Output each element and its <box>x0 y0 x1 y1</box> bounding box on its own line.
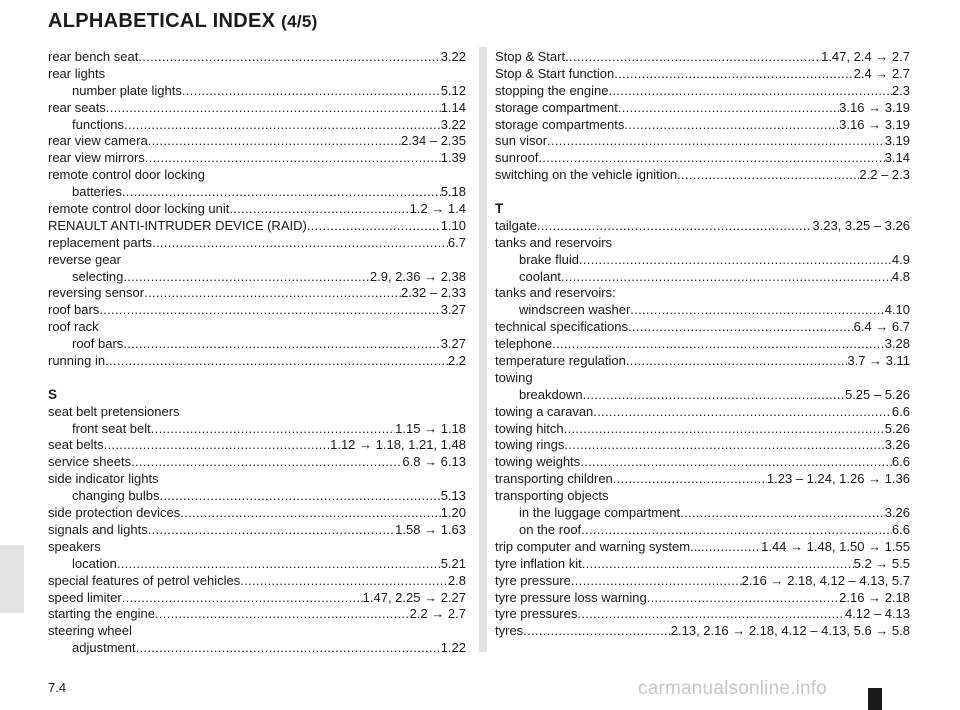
entry-term: on the roof <box>519 521 582 537</box>
dot-leader <box>680 505 885 522</box>
index-entry <box>495 573 910 590</box>
entry-term: towing rings <box>495 437 565 453</box>
column-divider <box>479 47 487 652</box>
dot-leader <box>124 117 441 134</box>
dot-leader <box>626 353 848 370</box>
index-entry <box>495 167 910 184</box>
entry-term: side indicator lights <box>48 471 159 487</box>
entry-term: tyre inflation kit <box>495 555 582 571</box>
corner-mark <box>868 688 882 710</box>
entry-page-ref: 4.10 <box>884 302 910 318</box>
entry-term: towing weights <box>495 454 581 470</box>
index-subentry <box>48 117 466 134</box>
entry-term: RENAULT ANTI-INTRUDER DEVICE (RAID) <box>48 217 307 233</box>
entry-term: reverse gear <box>48 251 121 267</box>
index-entry <box>495 606 910 623</box>
index-entry <box>48 100 466 117</box>
entry-page-ref: 5.12 <box>440 82 466 98</box>
index-entry <box>495 370 910 387</box>
index-entry <box>48 167 466 184</box>
chapter-tab <box>0 545 24 613</box>
index-entry <box>48 252 466 269</box>
index-subentry <box>495 302 910 319</box>
dot-leader <box>145 150 441 167</box>
entry-page-ref: 3.23, 3.25 – 3.26 <box>812 217 910 233</box>
dot-leader <box>565 49 821 66</box>
entry-page-ref: 2.2 → 2.7 <box>409 606 466 622</box>
index-entry <box>495 235 910 252</box>
entry-page-ref: 5.2 → 5.5 <box>853 555 910 571</box>
dot-leader <box>577 606 845 623</box>
dot-leader <box>581 522 892 539</box>
dot-leader <box>151 421 395 438</box>
entry-term: transporting children <box>495 471 613 487</box>
entry-page-ref: 1.14 <box>440 99 466 115</box>
entry-page-ref: 3.16 → 3.19 <box>839 116 910 132</box>
index-entry <box>495 218 910 235</box>
entry-term: speakers <box>48 538 101 554</box>
index-subentry <box>48 269 466 286</box>
dot-leader <box>240 573 448 590</box>
index-entry <box>495 471 910 488</box>
entry-page-ref: 1.2 → 1.4 <box>409 201 466 217</box>
dot-leader <box>580 454 892 471</box>
dot-leader <box>583 387 845 404</box>
entry-term: rear bench seat <box>48 49 139 64</box>
entry-term: front seat belt <box>72 420 151 436</box>
entry-term: Stop & Start <box>495 49 566 64</box>
index-entry <box>48 201 466 218</box>
dot-leader <box>614 66 853 83</box>
entry-term: switching on the vehicle ignition <box>495 167 678 183</box>
entry-term: special features of petrol vehicles <box>48 572 241 588</box>
index-entry <box>48 471 466 488</box>
dot-leader <box>106 100 441 117</box>
index-entry <box>495 66 910 83</box>
index-entry <box>48 218 466 235</box>
entry-page-ref: 3.27 <box>440 336 466 352</box>
entry-page-ref: 2.2 – 2.3 <box>859 167 910 183</box>
entry-term: remote control door locking <box>48 167 205 183</box>
entry-page-ref: 1.47, 2.25 → 2.27 <box>362 589 466 605</box>
entry-term: sun visor <box>495 133 548 149</box>
entry-term: stopping the engine <box>495 82 609 98</box>
index-entry <box>48 606 466 623</box>
entry-page-ref: 2.13, 2.16 → 2.18, 4.12 – 4.13, 5.6 → 5.8 <box>670 623 910 639</box>
entry-term: breakdown <box>519 386 583 402</box>
index-subentry <box>48 488 466 505</box>
entry-page-ref: 3.28 <box>884 336 910 352</box>
entry-page-ref: 6.4 → 6.7 <box>853 319 910 335</box>
entry-term: adjustment <box>72 640 136 656</box>
entry-term: signals and lights <box>48 521 148 537</box>
dot-leader <box>579 252 892 269</box>
dot-leader <box>523 623 671 640</box>
dot-leader <box>152 235 448 252</box>
entry-page-ref: 3.26 <box>884 505 910 521</box>
index-entry <box>495 133 910 150</box>
dot-leader <box>677 167 859 184</box>
index-entry <box>48 285 466 302</box>
entry-page-ref: 5.13 <box>440 488 466 504</box>
entry-page-ref: 2.4 → 2.7 <box>853 65 910 81</box>
entry-term: tailgate <box>495 217 537 233</box>
entry-page-ref: 5.25 – 5.26 <box>844 386 910 402</box>
index-subentry <box>48 556 466 573</box>
entry-term: in the luggage compartment <box>519 505 681 521</box>
entry-page-ref: 2.16 → 2.18, 4.12 – 4.13, 5.7 <box>741 572 910 588</box>
entry-page-ref: 2.16 → 2.18 <box>839 589 910 605</box>
dot-leader <box>144 285 401 302</box>
entry-term: functions <box>72 116 125 132</box>
entry-term: changing bulbs <box>72 488 160 504</box>
dot-leader <box>105 353 448 370</box>
index-subentry <box>495 269 910 286</box>
index-entry <box>48 133 466 150</box>
index-subentry <box>48 421 466 438</box>
entry-page-ref: 6.6 <box>891 403 910 419</box>
index-entry <box>495 404 910 421</box>
entry-page-ref: 3.7 → 3.11 <box>847 353 910 369</box>
dot-leader <box>571 573 742 590</box>
index-subentry <box>495 387 910 404</box>
dot-leader <box>122 184 441 201</box>
entry-page-ref: 5.18 <box>440 184 466 200</box>
entry-term: towing a caravan <box>495 403 594 419</box>
entry-term: location <box>72 555 117 571</box>
entry-term: rear lights <box>48 65 106 81</box>
index-entry <box>48 573 466 590</box>
dot-leader <box>538 150 884 167</box>
index-entry <box>48 590 466 607</box>
entry-term: T <box>495 201 504 217</box>
dot-leader <box>593 404 892 421</box>
index-entry <box>495 117 910 134</box>
entry-page-ref: 3.22 <box>440 49 466 64</box>
entry-term: running in <box>48 353 106 369</box>
entry-term: seat belt pretensioners <box>48 403 180 419</box>
entry-page-ref: 3.27 <box>440 302 466 318</box>
index-entry <box>495 590 910 607</box>
entry-term: tanks and reservoirs <box>495 234 613 250</box>
index-subentry <box>495 252 910 269</box>
entry-page-ref: 4.8 <box>891 268 910 284</box>
entry-page-ref: 6.6 <box>891 454 910 470</box>
entry-term: sunroof <box>495 150 539 166</box>
dot-leader <box>624 117 839 134</box>
index-entry <box>48 235 466 252</box>
index-subentry <box>48 640 466 657</box>
dot-leader <box>123 269 370 286</box>
entry-term: roof bars <box>48 302 100 318</box>
entry-term: windscreen washer <box>519 302 631 318</box>
entry-page-ref: 1.58 → 1.63 <box>395 521 466 537</box>
dot-leader <box>647 590 839 607</box>
entry-term: temperature regulation <box>495 353 626 369</box>
dot-leader <box>552 336 885 353</box>
entry-page-ref: 1.23 – 1.24, 1.26 → 1.36 <box>766 471 910 487</box>
dot-leader <box>180 505 440 522</box>
index-entry <box>48 505 466 522</box>
dot-leader <box>537 218 812 235</box>
entry-page-ref: 6.7 <box>447 234 466 250</box>
entry-term: telephone <box>495 336 553 352</box>
page-number: 7.4 <box>48 680 67 695</box>
entry-page-ref: 1.15 → 1.18 <box>395 420 466 436</box>
index-left-column <box>48 49 466 657</box>
entry-term: brake fluid <box>519 251 579 267</box>
entry-term: trip computer and warning system... <box>495 538 701 554</box>
entry-term: remote control door locking unit <box>48 201 230 217</box>
index-entry <box>495 150 910 167</box>
entry-page-ref: 4.12 – 4.13 <box>844 606 910 622</box>
entry-page-ref: 2.9, 2.36 → 2.38 <box>369 268 466 284</box>
site-watermark: carmanualsonline.info <box>638 678 828 699</box>
dot-leader <box>155 606 410 623</box>
entry-term: roof rack <box>48 319 99 335</box>
dot-leader <box>618 100 839 117</box>
dot-leader <box>122 590 363 607</box>
entry-page-ref: 2.3 <box>891 82 910 98</box>
index-entry <box>495 454 910 471</box>
dot-leader <box>630 302 884 319</box>
dot-leader <box>561 269 892 286</box>
index-entry <box>48 302 466 319</box>
index-entry <box>495 421 910 438</box>
index-entry <box>48 454 466 471</box>
dot-leader <box>148 522 395 539</box>
index-subentry <box>48 336 466 353</box>
entry-term: number plate lights <box>72 82 182 98</box>
dot-leader <box>564 437 884 454</box>
entry-page-ref: 1.12 → 1.18, 1.21, 1.48 <box>330 437 466 453</box>
entry-term: rear view camera <box>48 133 148 149</box>
index-entry <box>495 285 910 302</box>
index-title-text: ALPHABETICAL INDEX <box>48 10 276 32</box>
index-entry <box>48 353 466 370</box>
entry-page-ref: 3.16 → 3.19 <box>839 99 910 115</box>
entry-page-ref: 2.8 <box>447 572 466 588</box>
entry-page-ref: 3.14 <box>884 150 910 166</box>
entry-page-ref: 2.34 – 2.35 <box>400 133 466 149</box>
index-subentry <box>495 522 910 539</box>
entry-term: rear view mirrors <box>48 150 145 166</box>
index-entry <box>495 49 910 66</box>
entry-term: seat belts <box>48 437 104 453</box>
dot-leader <box>613 471 767 488</box>
index-entry <box>48 150 466 167</box>
entry-term: replacement parts <box>48 234 153 250</box>
entry-page-ref: 1.44 → 1.48, 1.50 → 1.55 <box>761 538 910 554</box>
entry-term: storage compartments <box>495 116 625 132</box>
index-entry <box>48 404 466 421</box>
dot-leader <box>229 201 409 218</box>
letter-heading <box>48 387 466 404</box>
entry-term: tyre pressure loss warning <box>495 589 647 605</box>
index-entry <box>495 100 910 117</box>
index-entry <box>48 49 466 66</box>
entry-term: tanks and reservoirs: <box>495 285 616 301</box>
entry-term: starting the engine <box>48 606 155 622</box>
spacer-line <box>495 184 910 201</box>
entry-term: S <box>48 386 58 402</box>
entry-term: storage compartment <box>495 99 618 115</box>
entry-page-ref: 5.26 <box>884 420 910 436</box>
index-subentry <box>48 184 466 201</box>
index-entry <box>48 539 466 556</box>
entry-page-ref: 2.2 <box>447 353 466 369</box>
dot-leader <box>182 83 441 100</box>
entry-term: batteries <box>72 184 122 200</box>
entry-page-ref: 3.22 <box>440 116 466 132</box>
dot-leader <box>159 488 440 505</box>
page-part-indicator: (4/5) <box>281 12 318 31</box>
dot-leader <box>628 319 854 336</box>
index-subentry <box>48 83 466 100</box>
entry-term: roof bars <box>72 336 124 352</box>
dot-leader <box>608 83 891 100</box>
entry-page-ref: 6.8 → 6.13 <box>402 454 466 470</box>
entry-term: tyre pressures <box>495 606 578 622</box>
index-right-column <box>495 49 910 640</box>
entry-page-ref: 1.20 <box>440 505 466 521</box>
index-entry <box>495 488 910 505</box>
dot-leader <box>136 640 441 657</box>
entry-term: reversing sensor <box>48 285 145 301</box>
dot-leader <box>148 133 401 150</box>
entry-page-ref: 2.32 – 2.33 <box>400 285 466 301</box>
index-subentry <box>495 505 910 522</box>
entry-page-ref: 5.21 <box>440 555 466 571</box>
entry-term: tyre pressure <box>495 572 571 588</box>
letter-heading <box>495 201 910 218</box>
index-entry <box>495 556 910 573</box>
index-entry <box>495 437 910 454</box>
entry-term: towing <box>495 369 533 385</box>
page-title <box>48 10 318 33</box>
spacer-line <box>48 370 466 387</box>
index-entry <box>495 83 910 100</box>
index-entry <box>495 623 910 640</box>
dot-leader <box>117 556 441 573</box>
dot-leader <box>701 539 761 556</box>
index-entry <box>48 319 466 336</box>
dot-leader <box>138 49 440 66</box>
entry-term: selecting <box>72 268 124 284</box>
index-entry <box>495 353 910 370</box>
entry-term: technical specifications <box>495 319 628 335</box>
entry-term: transporting objects <box>495 488 609 504</box>
index-entry <box>495 336 910 353</box>
index-entry <box>48 437 466 454</box>
index-entry <box>495 539 910 556</box>
entry-page-ref: 3.26 <box>884 437 910 453</box>
entry-term: towing hitch <box>495 420 564 436</box>
entry-page-ref: 3.19 <box>884 133 910 149</box>
index-entry <box>495 319 910 336</box>
entry-term: tyres <box>495 623 524 639</box>
dot-leader <box>123 336 440 353</box>
entry-page-ref: 1.22 <box>440 640 466 656</box>
entry-page-ref: 1.39 <box>440 150 466 166</box>
entry-term: rear seats <box>48 99 106 115</box>
dot-leader <box>582 556 854 573</box>
index-entry <box>48 522 466 539</box>
entry-term: coolant <box>519 268 561 284</box>
entry-term: side protection devices <box>48 505 181 521</box>
dot-leader <box>564 421 885 438</box>
entry-page-ref: 1.47, 2.4 → 2.7 <box>821 49 910 64</box>
dot-leader <box>307 218 441 235</box>
dot-leader <box>547 133 885 150</box>
index-entry <box>48 66 466 83</box>
entry-term: speed limiter <box>48 589 122 605</box>
entry-term: service sheets <box>48 454 132 470</box>
dot-leader <box>131 454 402 471</box>
entry-page-ref: 1.10 <box>440 217 466 233</box>
entry-page-ref: 4.9 <box>891 251 910 267</box>
dot-leader <box>104 437 330 454</box>
index-entry <box>48 623 466 640</box>
dot-leader <box>99 302 440 319</box>
entry-term: Stop & Start function <box>495 65 615 81</box>
entry-term: steering wheel <box>48 623 132 639</box>
entry-page-ref: 6.6 <box>891 521 910 537</box>
